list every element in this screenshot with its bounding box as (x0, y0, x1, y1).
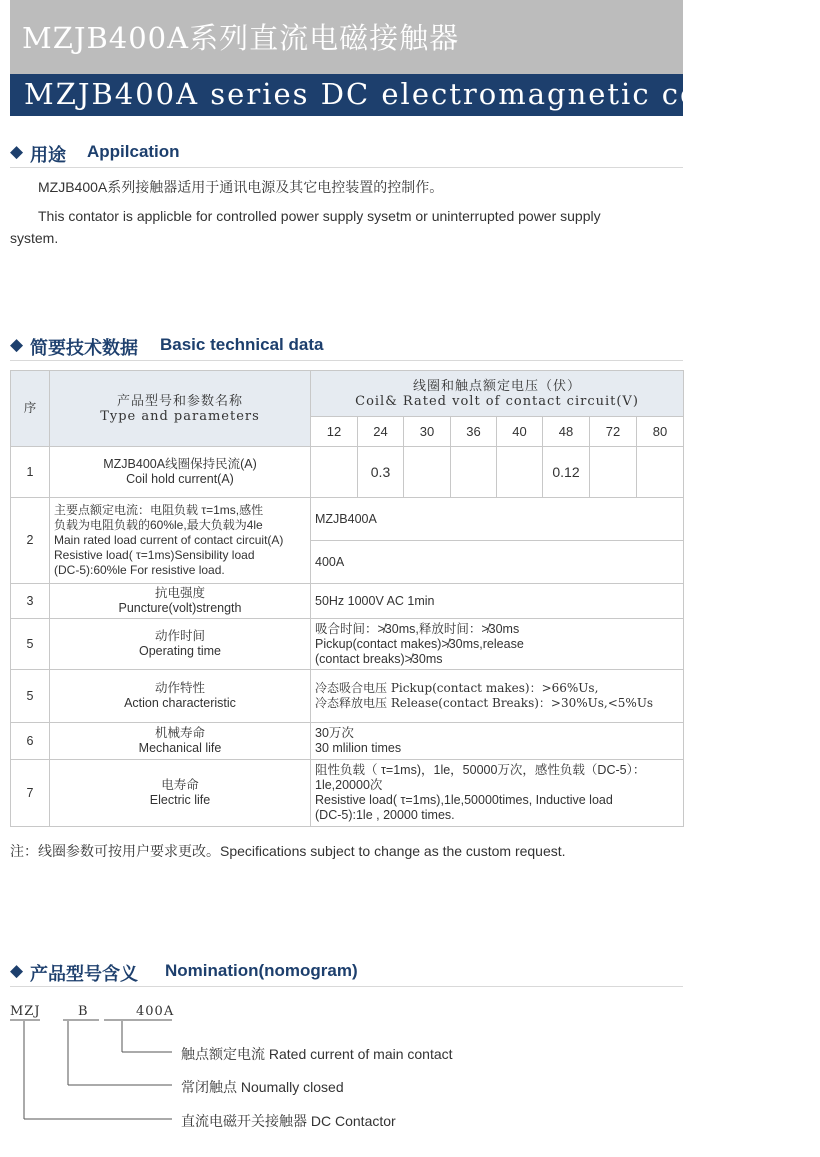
row-seq: 3 (11, 584, 50, 619)
footnote: 注：线圈参数可按用户要求更改。Specifications subject to change as the custom request. (10, 843, 566, 859)
rated-current: 400A (311, 541, 684, 584)
header-type-en: Type and parameters (100, 408, 260, 424)
page-title-en: MZJB400A series DC electromagnetic contactor (24, 77, 820, 111)
row-name-cn: 抗电强度 (154, 586, 205, 600)
nomogram-label-rated-current: 触点额定电流 Rated current of main contact (181, 1046, 453, 1062)
application-text-en-line2: system. (10, 230, 59, 246)
diamond-bullet-icon: ◆ (10, 335, 24, 354)
header-voltage-cn: 线圈和触点额定电压（伏） (413, 378, 582, 394)
row-value-line: 冷态吸合电压 Pickup(contact makes)：>66%Us, (315, 681, 599, 695)
heading-en: Nomination(nomogram) (165, 961, 358, 980)
row-name-en: Coil hold current(A) (126, 472, 234, 486)
row-value-line: Pickup(contact makes)≯30ms,release (315, 636, 524, 651)
nomogram-label-normally-closed: 常闭触点 Noumally closed (181, 1079, 344, 1095)
voltage-cell: 80 (637, 417, 684, 447)
header-type-cn: 产品型号和参数名称 (116, 393, 243, 409)
voltage-cell: 72 (590, 417, 637, 447)
row-value-line: 冷态释放电压 Release(contact Breaks)：>30%Us,<5%Us (315, 696, 654, 710)
row-name-en: Mechanical life (138, 741, 222, 755)
row-name-line: 负载为电阻负载的60%le,最大负载为4le (54, 518, 263, 532)
nomogram-label-dc-contactor: 直流电磁开关接触器 DC Contactor (181, 1113, 396, 1129)
row-name-cn: 机械寿命 (154, 726, 205, 740)
diamond-bullet-icon: ◆ (10, 961, 24, 980)
heading-en: Basic technical data (160, 335, 324, 354)
voltage-cell: 40 (497, 417, 543, 447)
row-seq: 5 (11, 619, 50, 670)
row-name-en: Electric life (149, 793, 211, 807)
row-value-line: 30 mlilion times (315, 741, 402, 755)
row-value-line: (contact breaks)≯30ms (315, 651, 443, 666)
row-value-line: 吸合时间：≯30ms,释放时间：≯30ms (315, 621, 520, 636)
row-seq: 6 (11, 723, 50, 760)
row-seq: 2 (11, 498, 50, 584)
row-name-en: Action characteristic (124, 696, 236, 710)
voltage-cell: 48 (543, 417, 590, 447)
code-b: B (78, 1004, 89, 1019)
row-value: 50Hz 1000V AC 1min (311, 584, 684, 619)
diamond-bullet-icon: ◆ (10, 142, 24, 161)
application-text-en-line1: This contator is applicble for controlled power supply sysetm or uninterrupted power supply (38, 208, 601, 224)
row-seq: 1 (11, 447, 50, 498)
header-seq: 序 (11, 371, 50, 447)
row-name-en: Puncture(volt)strength (118, 601, 242, 615)
row-value-line: 阻性负载（ τ=1ms)，1le，50000万次，感性负载（DC-5）： (315, 763, 646, 777)
voltage-cell: 12 (311, 417, 358, 447)
row-name-line: 主要点额定电流：电阻负载 τ=1ms,感性 (54, 503, 264, 517)
row-name-cn: 动作特性 (154, 681, 205, 695)
row-seq: 7 (11, 760, 50, 827)
heading-cn: 简要技术数据 (30, 338, 138, 358)
row-name-cn: MZJB400A线圈保持民流(A) (103, 457, 257, 471)
row-value-line: Resistive load( τ=1ms),1le,50000times, Inductive load (315, 793, 613, 807)
row-name-line: Main rated load current of contact circuit(A) (54, 533, 284, 547)
heading-cn: 产品型号含义 (30, 964, 138, 984)
heading-en: Appilcation (87, 142, 180, 161)
row-value-line: (DC-5):1le , 20000 times. (315, 808, 455, 822)
code-mzj: MZJ (10, 1004, 41, 1019)
row-value-line: 30万次 (315, 726, 354, 740)
application-text-cn: MZJB400A系列接触器适用于通讯电源及其它电控装置的控制作。 (38, 179, 444, 195)
code-400a: 400A (136, 1004, 175, 1019)
row-name-en: Operating time (139, 644, 221, 658)
row-seq: 5 (11, 670, 50, 723)
row-name-cn: 动作时间 (154, 629, 205, 643)
heading-cn: 用途 (30, 145, 66, 165)
voltage-cell: 30 (404, 417, 451, 447)
row-value-line: 1le,20000次 (315, 778, 383, 792)
header-voltage-en: Coil& Rated volt of contact circuit(V) (355, 393, 639, 409)
coil-value: 0.3 (358, 447, 404, 498)
voltage-cell: 36 (451, 417, 497, 447)
row-name-cn: 电寿命 (161, 778, 199, 792)
rated-model: MZJB400A (311, 498, 684, 541)
row-name-line: Resistive load( τ=1ms)Sensibility load (54, 548, 255, 562)
voltage-cell: 24 (358, 417, 404, 447)
page-title-cn: MZJB400A系列直流电磁接触器 (22, 21, 460, 55)
row-name-line: (DC-5):60%le For resistive load. (54, 563, 225, 577)
coil-value: 0.12 (543, 447, 590, 498)
